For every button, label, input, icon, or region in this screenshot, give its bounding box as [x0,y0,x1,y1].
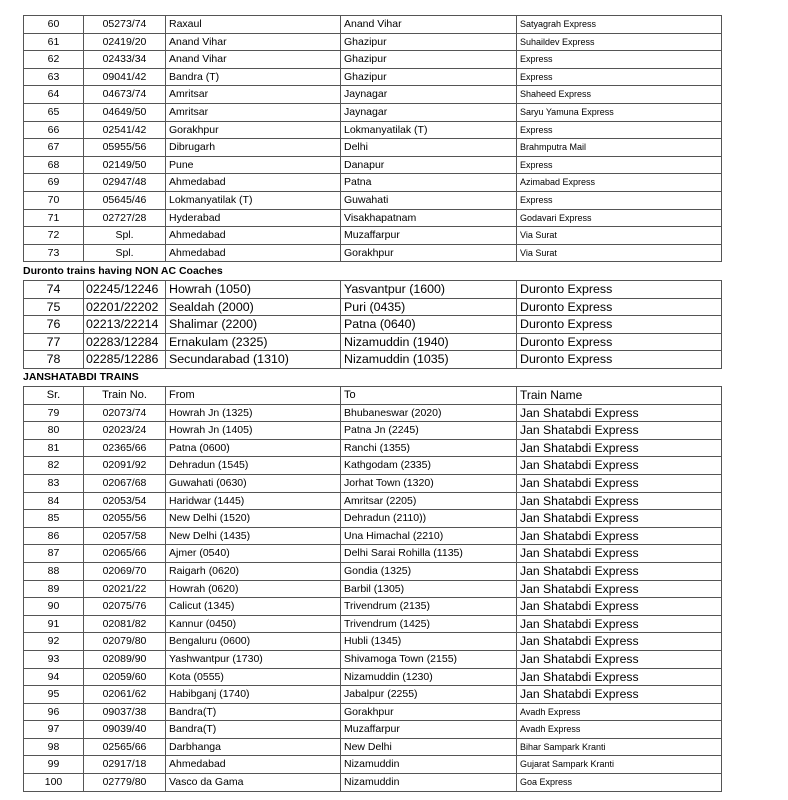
sr-cell: 75 [24,298,84,316]
train-name-cell: Jan Shatabdi Express [517,422,722,440]
to-cell: Jorhat Town (1320) [341,474,517,492]
sr-cell: 98 [24,738,84,756]
table-row [24,422,722,440]
train-name-cell: Express [517,156,722,174]
train-no-cell: 02075/76 [84,598,166,616]
to-cell: Jaynagar [341,86,517,104]
train-name-cell: Shaheed Express [517,86,722,104]
to-cell: Dehradun (2110)) [341,510,517,528]
train-no-cell: 02079/80 [84,633,166,651]
sr-cell: 89 [24,580,84,598]
train-name-cell: Jan Shatabdi Express [517,668,722,686]
train-no-cell: 05273/74 [84,16,166,34]
from-cell: Anand Vihar [166,51,341,69]
from-cell: Bengaluru (0600) [166,633,341,651]
to-cell: Patna Jn (2245) [341,422,517,440]
table-row [24,668,722,686]
sr-cell: 82 [24,457,84,475]
sr-cell: 77 [24,333,84,351]
to-cell: Patna (0640) [341,316,517,334]
sr-cell: 81 [24,439,84,457]
train-name-cell: Duronto Express [517,316,722,334]
train-no-cell: 02779/80 [84,774,166,792]
from-cell: Calicut (1345) [166,598,341,616]
train-name-cell: Brahmputra Mail [517,139,722,157]
sr-cell: 67 [24,139,84,157]
table-row [24,686,722,704]
train-no-cell: 02091/92 [84,457,166,475]
train-no-cell: 02149/50 [84,156,166,174]
train-name-cell: Avadh Express [517,703,722,721]
table-row [24,298,722,316]
to-cell: Nizamuddin (1035) [341,351,517,369]
train-no-cell: 09037/38 [84,703,166,721]
from-cell: Bandra(T) [166,703,341,721]
from-cell: Haridwar (1445) [166,492,341,510]
table-row [24,103,722,121]
header-train-name: Train Name [517,387,722,405]
to-cell: New Delhi [341,738,517,756]
from-cell: Ahmedabad [166,756,341,774]
train-no-cell: 02727/28 [84,209,166,227]
table-row [24,281,722,299]
header-train-no: Train No. [84,387,166,405]
sr-cell: 91 [24,615,84,633]
train-name-cell: Jan Shatabdi Express [517,510,722,528]
table-row [24,191,722,209]
table-row [24,774,722,792]
train-name-cell: Jan Shatabdi Express [517,474,722,492]
from-cell: Raxaul [166,16,341,34]
duronto-trains-table [23,280,722,369]
sr-cell: 100 [24,774,84,792]
table-row [24,650,722,668]
train-name-cell: Duronto Express [517,333,722,351]
train-name-cell: Bihar Sampark Kranti [517,738,722,756]
train-name-cell: Azimabad Express [517,174,722,192]
from-cell: Darbhanga [166,738,341,756]
to-cell: Muzaffarpur [341,227,517,245]
train-name-cell: Duronto Express [517,298,722,316]
from-cell: New Delhi (1520) [166,510,341,528]
train-name-cell: Jan Shatabdi Express [517,580,722,598]
train-no-cell: 02053/54 [84,492,166,510]
train-no-cell: 02081/82 [84,615,166,633]
train-no-cell: 05645/46 [84,191,166,209]
train-name-cell: Jan Shatabdi Express [517,545,722,563]
train-name-cell: Jan Shatabdi Express [517,457,722,475]
sr-cell: 84 [24,492,84,510]
from-cell: Ahmedabad [166,174,341,192]
train-no-cell: 09041/42 [84,68,166,86]
from-cell: Lokmanyatilak (T) [166,191,341,209]
from-cell: Vasco da Gama [166,774,341,792]
to-cell: Guwahati [341,191,517,209]
sr-cell: 95 [24,686,84,704]
train-no-cell: 02541/42 [84,121,166,139]
from-cell: Dibrugarh [166,139,341,157]
train-name-cell: Jan Shatabdi Express [517,615,722,633]
from-cell: Shalimar (2200) [166,316,341,334]
train-no-cell: Spl. [84,227,166,245]
sr-cell: 70 [24,191,84,209]
train-name-cell: Via Surat [517,227,722,245]
train-name-cell: Satyagrah Express [517,16,722,34]
to-cell: Delhi Sarai Rohilla (1135) [341,545,517,563]
table-row [24,51,722,69]
from-cell: Ernakulam (2325) [166,333,341,351]
sr-cell: 74 [24,281,84,299]
to-cell: Hubli (1345) [341,633,517,651]
table-row [24,492,722,510]
train-name-cell: Jan Shatabdi Express [517,633,722,651]
to-cell: Jabalpur (2255) [341,686,517,704]
train-name-cell: Jan Shatabdi Express [517,439,722,457]
train-name-cell: Godavari Express [517,209,722,227]
train-name-cell: Express [517,51,722,69]
from-cell: Kota (0555) [166,668,341,686]
sr-cell: 85 [24,510,84,528]
train-no-cell: 02055/56 [84,510,166,528]
sr-cell: 72 [24,227,84,245]
sr-cell: 60 [24,16,84,34]
to-cell: Shivamoga Town (2155) [341,650,517,668]
from-cell: New Delhi (1435) [166,527,341,545]
to-cell: Trivendrum (2135) [341,598,517,616]
from-cell: Ajmer (0540) [166,545,341,563]
sr-cell: 88 [24,562,84,580]
table-row [24,756,722,774]
to-cell: Una Himachal (2210) [341,527,517,545]
from-cell: Bandra(T) [166,721,341,739]
table-row [24,86,722,104]
train-no-cell: 04673/74 [84,86,166,104]
to-cell: Ghazipur [341,68,517,86]
table-row [24,209,722,227]
to-cell: Nizamuddin (1940) [341,333,517,351]
train-name-cell: Express [517,191,722,209]
from-cell: Amritsar [166,103,341,121]
train-no-cell: 02065/66 [84,545,166,563]
train-no-cell: 04649/50 [84,103,166,121]
to-cell: Amritsar (2205) [341,492,517,510]
train-name-cell: Duronto Express [517,351,722,369]
sr-cell: 87 [24,545,84,563]
sr-cell: 73 [24,244,84,262]
sr-cell: 66 [24,121,84,139]
train-no-cell: 02213/22214 [84,316,166,334]
to-cell: Barbil (1305) [341,580,517,598]
train-no-cell: 02283/12284 [84,333,166,351]
table-row [24,598,722,616]
table-row [24,721,722,739]
to-cell: Gorakhpur [341,703,517,721]
from-cell: Patna (0600) [166,439,341,457]
train-name-cell: Duronto Express [517,281,722,299]
table-row [24,703,722,721]
from-cell: Gorakhpur [166,121,341,139]
sr-cell: 93 [24,650,84,668]
train-no-cell: 02021/22 [84,580,166,598]
from-cell: Sealdah (2000) [166,298,341,316]
to-cell: Bhubaneswar (2020) [341,404,517,422]
table-row [24,174,722,192]
table-row [24,68,722,86]
train-no-cell: 02947/48 [84,174,166,192]
to-cell: Delhi [341,139,517,157]
sr-cell: 90 [24,598,84,616]
train-no-cell: 02069/70 [84,562,166,580]
to-cell: Ranchi (1355) [341,439,517,457]
sr-cell: 62 [24,51,84,69]
table-row [24,615,722,633]
to-cell: Anand Vihar [341,16,517,34]
table-row [24,33,722,51]
table-row [24,527,722,545]
train-no-cell: 02245/12246 [84,281,166,299]
train-no-cell: 02201/22202 [84,298,166,316]
train-name-cell: Suhaildev Express [517,33,722,51]
duronto-section-title: Duronto trains having NON AC Coaches [23,265,223,277]
table-row [24,562,722,580]
sr-cell: 96 [24,703,84,721]
header-from: From [166,387,341,405]
to-cell: Kathgodam (2335) [341,457,517,475]
train-no-cell: 02059/60 [84,668,166,686]
table-row [24,156,722,174]
sr-cell: 99 [24,756,84,774]
train-no-cell: 09039/40 [84,721,166,739]
sr-cell: 97 [24,721,84,739]
sr-cell: 76 [24,316,84,334]
sr-cell: 68 [24,156,84,174]
sr-cell: 78 [24,351,84,369]
from-cell: Bandra (T) [166,68,341,86]
table-row [24,633,722,651]
train-no-cell: 02917/18 [84,756,166,774]
train-name-cell: Jan Shatabdi Express [517,404,722,422]
train-name-cell: Saryu Yamuna Express [517,103,722,121]
from-cell: Raigarh (0620) [166,562,341,580]
from-cell: Ahmedabad [166,227,341,245]
table-header-row [24,387,722,405]
sr-cell: 92 [24,633,84,651]
to-cell: Yasvantpur (1600) [341,281,517,299]
to-cell: Gorakhpur [341,244,517,262]
train-no-cell: 02073/74 [84,404,166,422]
to-cell: Danapur [341,156,517,174]
table-row [24,439,722,457]
janshatabdi-trains-table [23,386,722,792]
to-cell: Trivendrum (1425) [341,615,517,633]
to-cell: Nizamuddin [341,774,517,792]
table-row [24,139,722,157]
sr-cell: 86 [24,527,84,545]
train-no-cell: 02365/66 [84,439,166,457]
to-cell: Muzaffarpur [341,721,517,739]
train-name-cell: Goa Express [517,774,722,792]
from-cell: Anand Vihar [166,33,341,51]
train-name-cell: Jan Shatabdi Express [517,562,722,580]
train-name-cell: Jan Shatabdi Express [517,527,722,545]
train-no-cell: 02565/66 [84,738,166,756]
to-cell: Nizamuddin [341,756,517,774]
train-name-cell: Jan Shatabdi Express [517,650,722,668]
table-row [24,351,722,369]
to-cell: Nizamuddin (1230) [341,668,517,686]
to-cell: Puri (0435) [341,298,517,316]
to-cell: Lokmanyatilak (T) [341,121,517,139]
train-no-cell: 05955/56 [84,139,166,157]
train-name-cell: Avadh Express [517,721,722,739]
sr-cell: 69 [24,174,84,192]
header-to: To [341,387,517,405]
regular-trains-table [23,15,722,262]
train-no-cell: 02089/90 [84,650,166,668]
sr-cell: 65 [24,103,84,121]
from-cell: Dehradun (1545) [166,457,341,475]
table-row [24,457,722,475]
from-cell: Guwahati (0630) [166,474,341,492]
table-row [24,333,722,351]
to-cell: Patna [341,174,517,192]
train-no-cell: 02419/20 [84,33,166,51]
train-name-cell: Gujarat Sampark Kranti [517,756,722,774]
janshatabdi-section-title: JANSHATABDI TRAINS [23,371,139,383]
table-row [24,16,722,34]
from-cell: Howrah Jn (1405) [166,422,341,440]
train-no-cell: 02285/12286 [84,351,166,369]
train-name-cell: Via Surat [517,244,722,262]
from-cell: Kannur (0450) [166,615,341,633]
sr-cell: 80 [24,422,84,440]
train-no-cell: 02067/68 [84,474,166,492]
train-no-cell: 02433/34 [84,51,166,69]
to-cell: Visakhapatnam [341,209,517,227]
train-name-cell: Jan Shatabdi Express [517,492,722,510]
table-row [24,545,722,563]
from-cell: Ahmedabad [166,244,341,262]
from-cell: Hyderabad [166,209,341,227]
train-no-cell: 02057/58 [84,527,166,545]
table-row [24,510,722,528]
table-row [24,404,722,422]
train-no-cell: 02023/24 [84,422,166,440]
to-cell: Ghazipur [341,33,517,51]
train-name-cell: Jan Shatabdi Express [517,598,722,616]
from-cell: Pune [166,156,341,174]
to-cell: Gondia (1325) [341,562,517,580]
sr-cell: 79 [24,404,84,422]
from-cell: Howrah (1050) [166,281,341,299]
table-row [24,121,722,139]
to-cell: Jaynagar [341,103,517,121]
table-row [24,244,722,262]
train-no-cell: 02061/62 [84,686,166,704]
sr-cell: 64 [24,86,84,104]
from-cell: Amritsar [166,86,341,104]
sr-cell: 63 [24,68,84,86]
sr-cell: 83 [24,474,84,492]
table-row [24,580,722,598]
sr-cell: 71 [24,209,84,227]
table-row [24,474,722,492]
train-name-cell: Express [517,68,722,86]
sr-cell: 61 [24,33,84,51]
from-cell: Secundarabad (1310) [166,351,341,369]
header-sr: Sr. [24,387,84,405]
train-name-cell: Express [517,121,722,139]
from-cell: Howrah (0620) [166,580,341,598]
table-row [24,316,722,334]
table-row [24,738,722,756]
from-cell: Howrah Jn (1325) [166,404,341,422]
from-cell: Habibganj (1740) [166,686,341,704]
train-name-cell: Jan Shatabdi Express [517,686,722,704]
from-cell: Yashwantpur (1730) [166,650,341,668]
train-no-cell: Spl. [84,244,166,262]
sr-cell: 94 [24,668,84,686]
to-cell: Ghazipur [341,51,517,69]
table-row [24,227,722,245]
